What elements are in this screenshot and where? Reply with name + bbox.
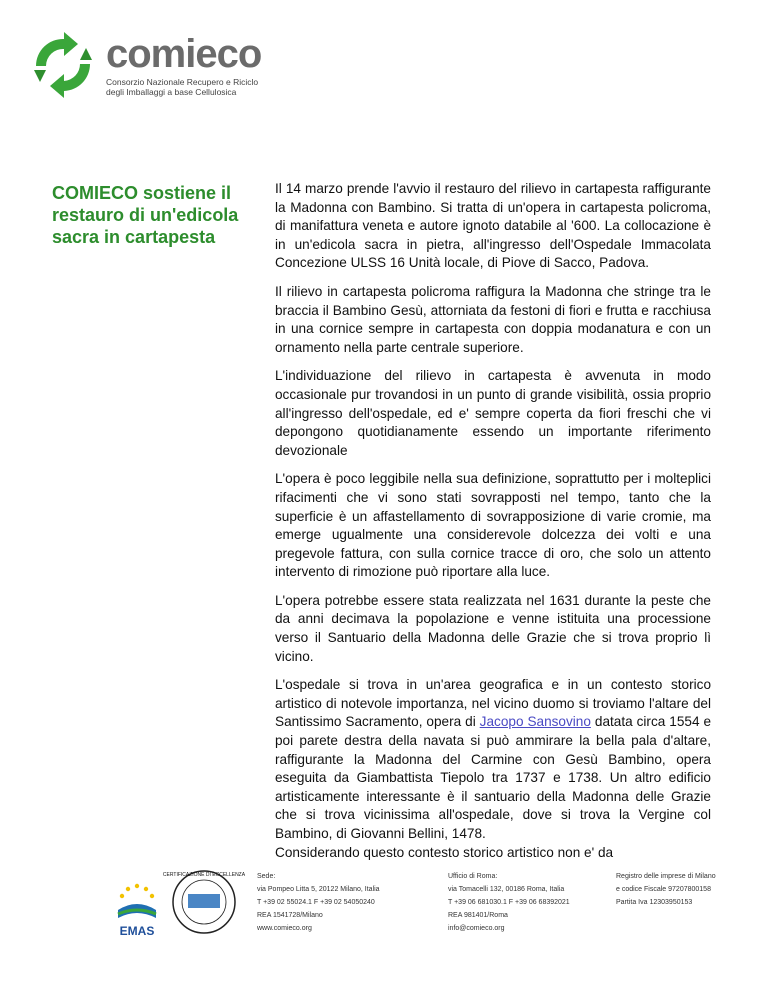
paragraph-5: L'opera potrebbe essere stata realizzata nel 1631 durante la peste che da anni decimava la popolazione e venne istituita una processione verso il Santuario della Madonna delle Grazie che si trova proprio lì vicino. [275, 592, 711, 664]
footer-roma [448, 870, 570, 935]
roma-phone: T +39 06 681030.1 F +39 06 68392021 [448, 899, 570, 906]
paragraph-6 [275, 676, 711, 843]
recycle-arrows-icon [26, 30, 100, 100]
paragraph-1: Il 14 marzo prende l'avvio il restauro del rilievo in cartapesta raffigurante la Madonna con Bambino. Si tratta di un'opera in cartapesta policroma, di manifattura veneta e autore ignoto databile al '600. La collocazione è in un'edicola sacra in pietra, all'ingresso dell'Ospedale Immacolata Concezione ULSS 16 Unità locale, di Piove di Sacco, Padova. [275, 181, 711, 271]
emas-logo [108, 880, 166, 948]
registro-line2: e codice Fiscale 97207800158 [616, 886, 711, 893]
cert-label: CERTIFICAZIONE DI ECCELLENZA [162, 872, 246, 878]
roma-label: Ufficio di Roma: [448, 873, 498, 880]
sede-address: via Pompeo Litta 5, 20122 Milano, Italia [257, 886, 380, 893]
brand-subtitle-line2: degli Imballaggi a base Cellulosica [106, 87, 237, 97]
sede-phone: T +39 02 55024.1 F +39 02 54050240 [257, 899, 375, 906]
sede-label: Sede: [257, 873, 276, 880]
sede-rea: REA 1541728/Milano [257, 912, 323, 919]
footer-registro [616, 870, 716, 909]
paragraph-4: L'opera è poco leggibile nella sua definizione, soprattutto per i molteplici rifacimenti che vi sono stati sovrapposti nel tempo, tanto che la superficie è un affastellamento di sovrapposizione di varie cromie, ma emerge ugualmente una considerevole dolcezza dei volti e una pregevole fattura, con sulla cornice tracce di oro, che solo un attento intervento di rimozione può riportare alla luce. [275, 471, 711, 580]
brand-subtitle [106, 77, 258, 97]
comieco-logo [26, 30, 266, 100]
sansovino-link[interactable]: Jacopo Sansovino [479, 714, 591, 730]
article-body [275, 180, 711, 872]
registro-line1: Registro delle imprese di Milano [616, 873, 716, 880]
sede-website[interactable]: www.comieco.org [257, 925, 312, 932]
paragraph-3: L'individuazione del rilievo in cartapesta è avvenuta in modo occasionale pur trovandosi in un punto di grande visibilità, ossia proprio all'ingresso dell'ospedale, ed e' sempre coperta da fiori freschi che vi depongono quotidianamente essendo un importante riferimento devozionale [275, 368, 711, 458]
certification-seal [162, 868, 246, 936]
footer-sede [257, 870, 380, 935]
roma-rea: REA 981401/Roma [448, 912, 508, 919]
brand-name: comieco [106, 32, 262, 76]
emas-label: EMAS [119, 924, 155, 938]
roma-address: via Tomacelli 132, 00186 Roma, Italia [448, 886, 565, 893]
brand-subtitle-line1: Consorzio Nazionale Recupero e Riciclo [106, 77, 259, 87]
paragraph-6-text-a: L'ospedale si trova in un'area geografica e in un contesto storico artistico di notevole importanza, nel vicino duomo si troviamo l'altare del Santissimo Sacramento, opera di [275, 677, 711, 730]
paragraph-2: Il rilievo in cartapesta policroma raffigura la Madonna che stringe tra le braccia il Bambino Gesù, attorniata da festoni di fiori e frutta e racchiusa in una cornice sempre in cartapesta con doppia modanatura e con un ornamento nella parte centrale superiore. [275, 283, 711, 355]
roma-email[interactable]: info@comieco.org [448, 925, 505, 932]
article-title: COMIECO sostiene il restauro di un'edicola sacra in cartapesta [52, 183, 239, 247]
paragraph-6-text-b: datata circa 1554 e poi parete destra della navata si può ammirare la bella pala d'altare, raffigurante la Madonna del Carmine con Gesù Bambino, opera eseguita da Giambattista Tiepolo tra 1737 e 1738. Un altro edificio artisticamente interessante è il santuario della Madonna delle Grazie che si trova vicinissima all'ospedale, dove si trova la Vergine col Bambino, di Giovanni Bellini, 1478. [275, 714, 712, 841]
registro-line3: Partita Iva 12303950153 [616, 899, 693, 906]
paragraph-7: Considerando questo contesto storico artistico non e' da [275, 844, 614, 860]
